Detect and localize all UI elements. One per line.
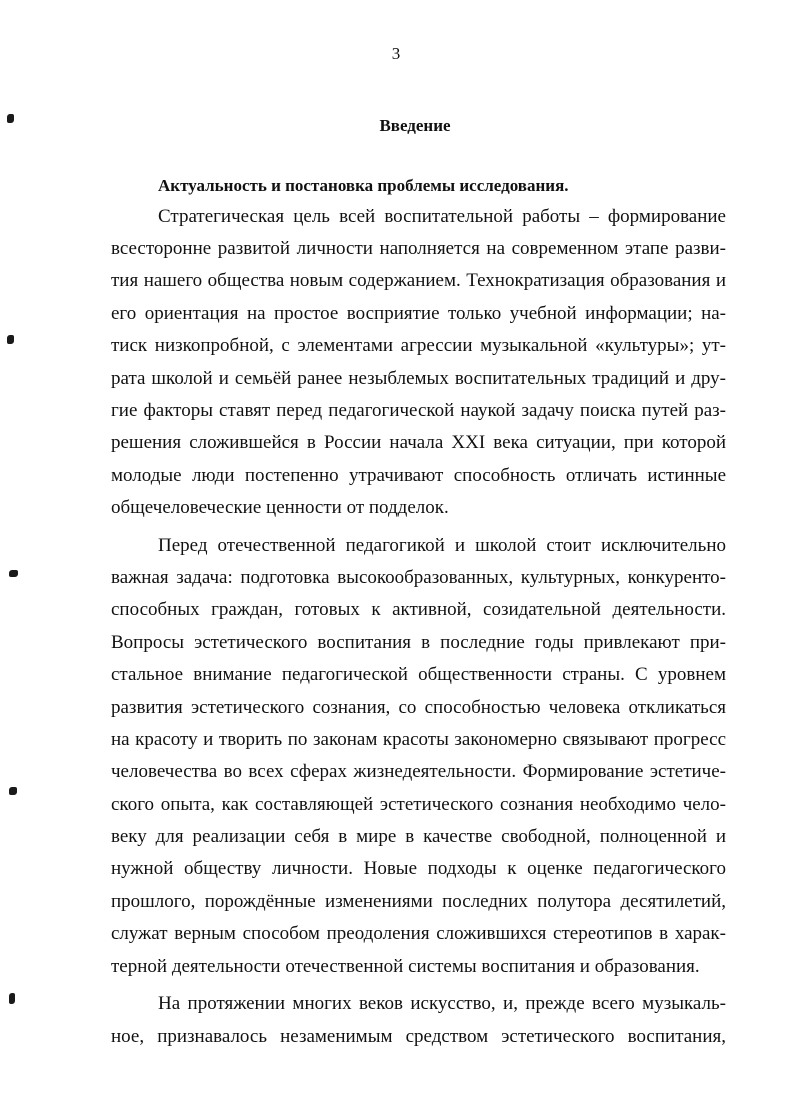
scan-mark	[9, 787, 17, 795]
text-line: ное, признавалось незаменимым средством эстетического воспитания,	[111, 1026, 726, 1047]
text-line: решения сложившейся в России начала XXI века ситуации, при которой	[111, 432, 726, 453]
text-line: важная задача: подготовка высокообразованных, культурных, конкуренто-	[111, 567, 726, 588]
text-line: развития эстетического сознания, со способностью человека откликаться	[111, 697, 726, 718]
text-line: общечеловеческие ценности от подделок.	[111, 497, 449, 518]
page-number: 3	[391, 44, 401, 63]
text-line: служат верным способом преодоления сложившихся стереотипов в харак-	[111, 923, 726, 944]
text-line: На протяжении многих веков искусство, и, прежде всего музыкаль-	[158, 993, 726, 1014]
text-line: Вопросы эстетического воспитания в последние годы привлекают при-	[111, 632, 726, 653]
text-line: гие факторы ставят перед педагогической наукой задачу поиска путей раз-	[111, 400, 726, 421]
scan-mark	[7, 114, 14, 123]
scan-mark	[9, 570, 18, 577]
text-line: стальное внимание педагогической общественности страны. С уровнем	[111, 664, 726, 685]
scan-mark	[7, 335, 14, 344]
text-line: на красоту и творить по законам красоты закономерно связывают прогресс	[111, 729, 726, 750]
text-line: нужной обществу личности. Новые подходы к оценке педагогического	[111, 858, 726, 879]
section-heading: Введение	[379, 116, 451, 135]
text-line: Стратегическая цель всей воспитательной работы – формирование	[158, 206, 726, 227]
scan-mark	[9, 993, 15, 1004]
text-line: человечества во всех сферах жизнедеятельности. Формирование эстетиче-	[111, 761, 726, 782]
text-line: рата школой и семьёй ранее незыблемых воспитательных традиций и дру-	[111, 368, 726, 389]
text-line: ского опыта, как составляющей эстетического сознания необходимо чело-	[111, 794, 726, 815]
text-line: способных граждан, готовых к активной, созидательной деятельности.	[111, 599, 726, 620]
text-line: его ориентация на простое восприятие только учебной информации; на-	[111, 303, 726, 324]
text-line: тиск низкопробной, с элементами агрессии музыкальной «культуры»; ут-	[111, 335, 726, 356]
text-line: Перед отечественной педагогикой и школой стоит исключительно	[158, 535, 726, 556]
text-line: прошлого, порождённые изменениями последних полутора десятилетий,	[111, 891, 726, 912]
section-subheading: Актуальность и постановка проблемы исследования.	[158, 176, 569, 195]
text-line: всесторонне развитой личности наполняется на современном этапе разви-	[111, 238, 726, 259]
text-line: тия нашего общества новым содержанием. Технократизация образования и	[111, 270, 726, 291]
text-line: молодые люди постепенно утрачивают способность отличать истинные	[111, 465, 726, 486]
text-line: веку для реализации себя в мире в качестве свободной, полноценной и	[111, 826, 726, 847]
text-line: терной деятельности отечественной системы воспитания и образования.	[111, 956, 700, 977]
